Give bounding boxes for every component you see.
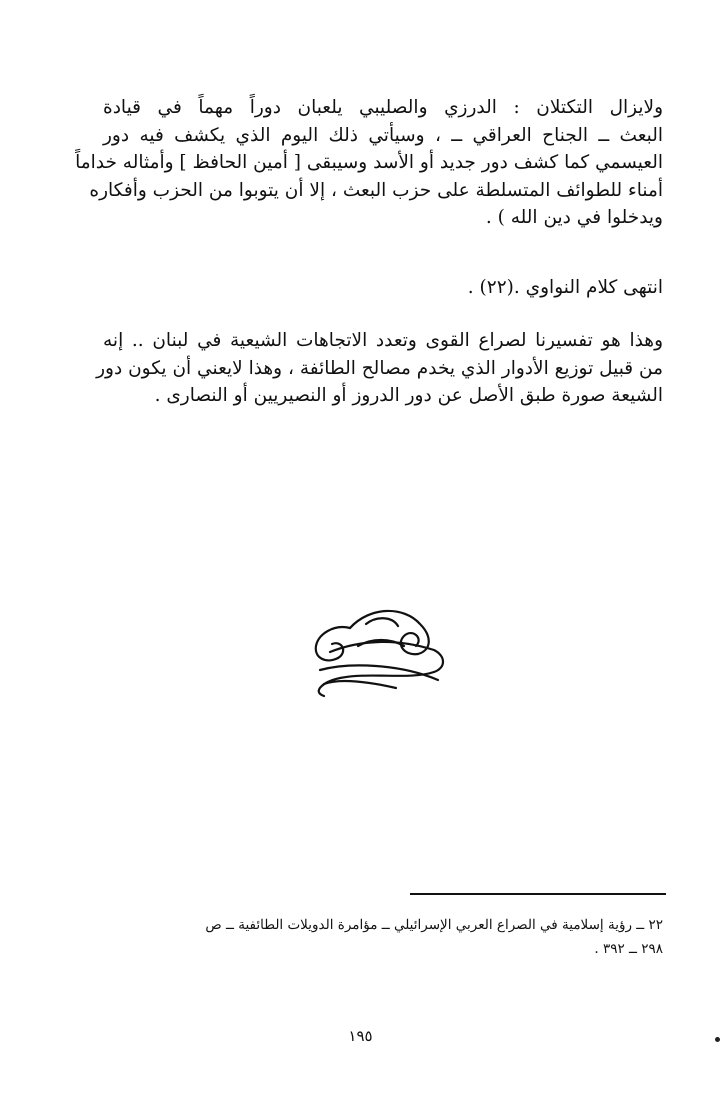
text-line: البعث ــ الجناح العراقي ــ ، وسيأتي ذلك اليوم الذي يكشف فيه دور: [103, 124, 663, 146]
text-line: العيسمي كما كشف دور جديد أو الأسد وسيبقى [ أمين الحافظ ] وأمثاله خداماً: [75, 152, 663, 174]
calligraphic-flourish-ornament-icon: [300, 598, 448, 700]
text-line: ولايزال التكتلان : الدرزي والصليبي يلعبان دوراً مهماً في قيادة: [103, 97, 663, 118]
page-number: ١٩٥: [348, 1027, 373, 1045]
analysis-paragraph: [96, 327, 663, 410]
footnote-line: ٢٩٨ ــ ٣٩٢ .: [594, 941, 663, 957]
text-line: أمناء للطوائف المتسلطة على حزب البعث ، إلا أن يتوبوا من الحزب وأفكاره: [89, 179, 663, 201]
text-line: وهذا هو تفسيرنا لصراع القوى وتعدد الاتجاهات الشيعية في لبنان .. إنه: [103, 330, 663, 351]
text-line: انتهى كلام النواوي .(٢٢) .: [467, 277, 663, 298]
footnote-line: ٢٢ ــ رؤية إسلامية في الصراع العربي الإسرائيلي ــ مؤامرة الدويلات الطائفية ــ ص: [205, 917, 663, 933]
end-of-quote-line: [103, 274, 663, 302]
footnote: [143, 913, 663, 961]
text-line: من قبيل توزيع الأدوار الذي يخدم مصالح الطائفة ، وهذا لايعني أن يكون دور: [96, 357, 663, 379]
footnote-divider: [410, 893, 666, 895]
quoted-paragraph: [75, 94, 663, 232]
text-line: الشيعة صورة طبق الأصل عن دور الدروز أو النصيريين أو النصارى .: [154, 385, 663, 407]
text-line: ويدخلوا في دين الله ) .: [485, 207, 663, 229]
scan-mark: [715, 1037, 720, 1042]
